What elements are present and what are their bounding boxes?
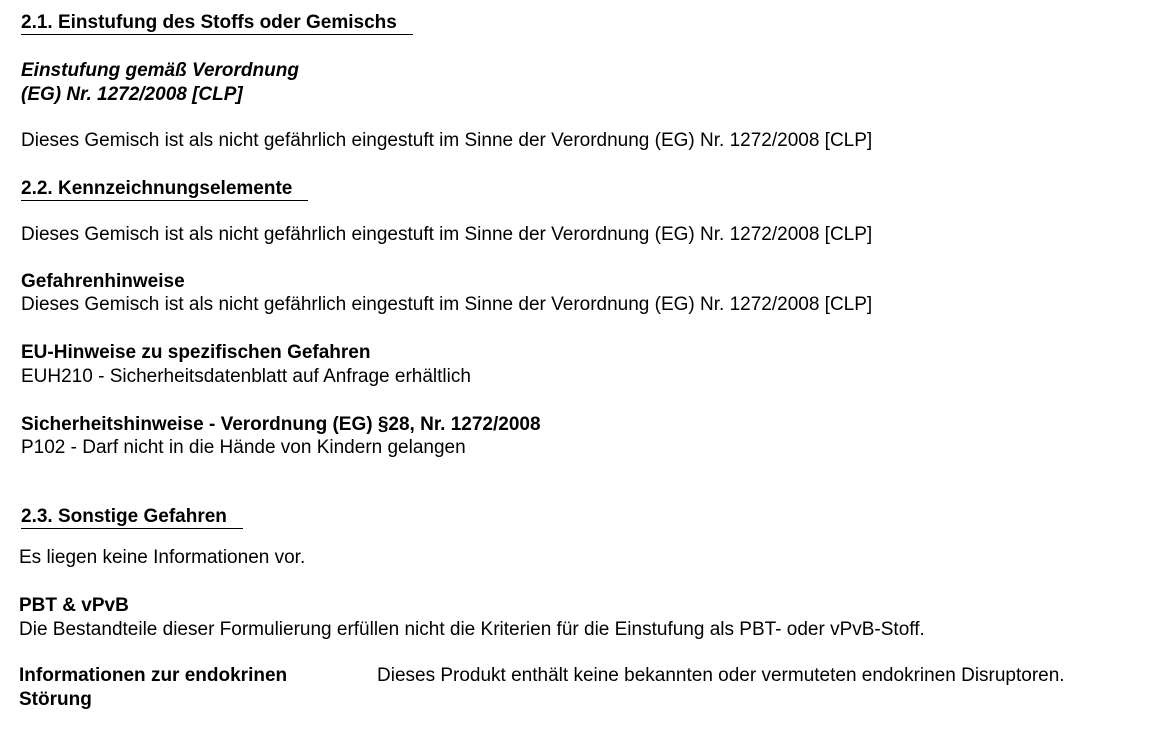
eu-statements-label: EU-Hinweise zu spezifischen Gefahren	[21, 342, 371, 363]
hazard-statements-text: Dieses Gemisch ist als nicht gefährlich eingestuft im Sinne der Verordnung (EG) Nr. 1272/2008 [CLP]	[21, 294, 873, 315]
section-2-2-heading: 2.2. Kennzeichnungselemente	[21, 178, 308, 201]
pbt-label: PBT & vPvB	[19, 595, 129, 616]
classification-subheading-line2: (EG) Nr. 1272/2008 [CLP]	[21, 84, 243, 105]
classification-text: Dieses Gemisch ist als nicht gefährlich eingestuft im Sinne der Verordnung (EG) Nr. 1272/2008 [CLP]	[21, 130, 873, 151]
hazard-statements-label: Gefahrenhinweise	[21, 271, 185, 292]
classification-subheading-line1: Einstufung gemäß Verordnung	[21, 60, 299, 81]
pbt-text: Die Bestandteile dieser Formulierung erfüllen nicht die Kriterien für die Einstufung als PBT- oder vPvB-Stoff.	[19, 619, 925, 640]
section-2-3-heading: 2.3. Sonstige Gefahren	[21, 506, 243, 529]
eu-statements-text: EUH210 - Sicherheitsdatenblatt auf Anfrage erhältlich	[21, 366, 471, 387]
endocrine-text: Dieses Produkt enthält keine bekannten oder vermuteten endokrinen Disruptoren.	[377, 665, 1065, 686]
labelling-text: Dieses Gemisch ist als nicht gefährlich eingestuft im Sinne der Verordnung (EG) Nr. 1272/2008 [CLP]	[21, 224, 873, 245]
endocrine-label-line1: Informationen zur endokrinen	[19, 665, 288, 686]
precautionary-statements-text: P102 - Darf nicht in die Hände von Kindern gelangen	[21, 437, 466, 458]
endocrine-label-line2: Störung	[19, 689, 92, 710]
other-hazards-text: Es liegen keine Informationen vor.	[19, 547, 306, 568]
precautionary-statements-label: Sicherheitshinweise - Verordnung (EG) §28, Nr. 1272/2008	[21, 414, 541, 435]
section-2-1-heading: 2.1. Einstufung des Stoffs oder Gemischs	[21, 12, 413, 35]
